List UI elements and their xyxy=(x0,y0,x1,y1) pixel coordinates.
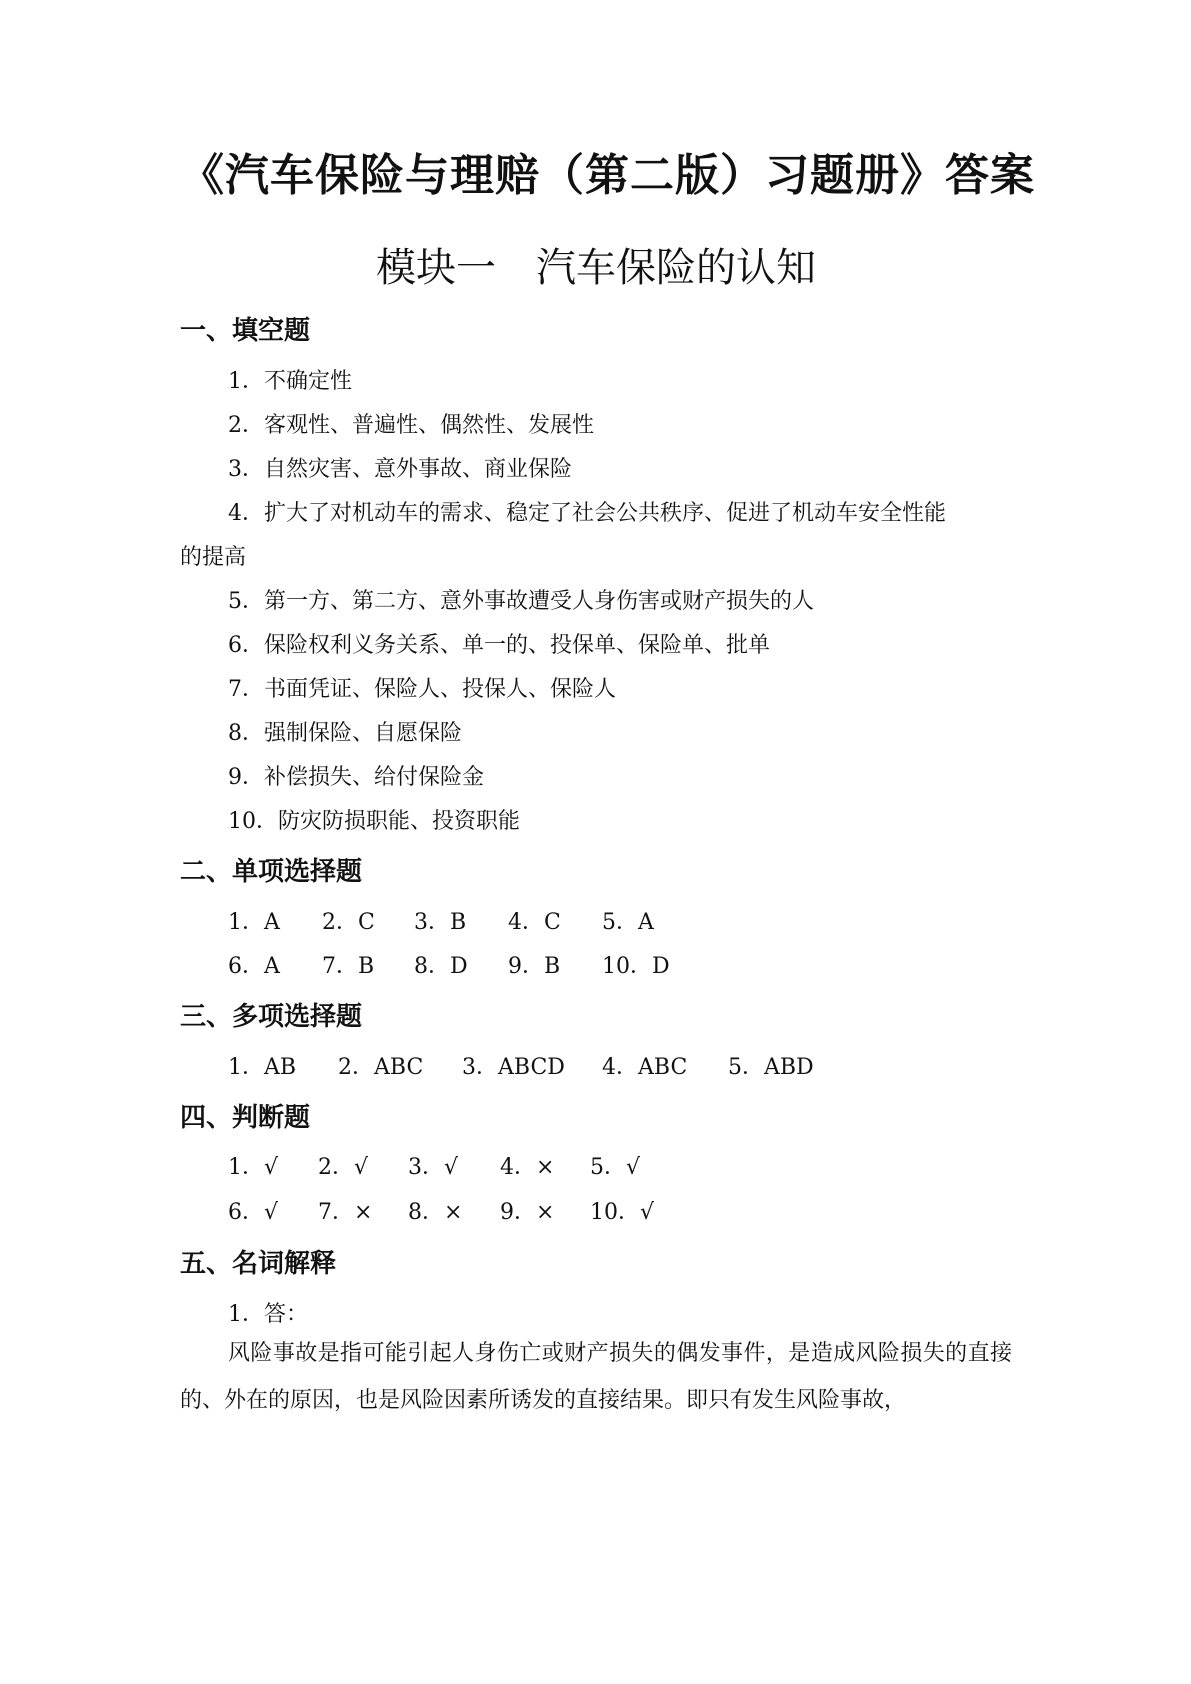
true-false-answer-10: 10．√ xyxy=(590,1200,655,1225)
single-choice-answer-2: 2．C xyxy=(322,910,375,935)
true-false-answer-9: 9．× xyxy=(500,1200,555,1225)
true-false-answer-6: 6．√ xyxy=(228,1200,279,1225)
fill-blank-item-9: 9．补偿损失、给付保险金 xyxy=(228,765,484,790)
fill-blank-item-7: 7．书面凭证、保险人、投保人、保险人 xyxy=(228,677,616,702)
single-choice-answer-1: 1．A xyxy=(228,910,280,935)
fill-blank-item-4: 4．扩大了对机动车的需求、稳定了社会公共秩序、促进了机动车安全性能 xyxy=(228,501,946,526)
single-choice-answer-7: 7．B xyxy=(322,954,375,979)
fill-blank-item-10: 10．防灾防损职能、投资职能 xyxy=(228,809,520,834)
true-false-answer-4: 4．× xyxy=(500,1155,555,1180)
module-title: 模块一 汽车保险的认知 xyxy=(376,245,816,291)
true-false-answer-7: 7．× xyxy=(318,1200,373,1225)
multiple-choice-answer-1: 1．AB xyxy=(228,1055,297,1080)
fill-blank-item-3: 3．自然灾害、意外事故、商业保险 xyxy=(228,457,572,482)
fill-blank-item-1: 1．不确定性 xyxy=(228,369,352,394)
multiple-choice-answer-3: 3．ABCD xyxy=(462,1055,565,1080)
section-heading-definitions: 五、名词解释 xyxy=(180,1249,337,1279)
fill-blank-item-6: 6．保险权利义务关系、单一的、投保单、保险单、批单 xyxy=(228,633,770,658)
fill-blank-item-2: 2．客观性、普遍性、偶然性、发展性 xyxy=(228,413,594,438)
true-false-answer-2: 2．√ xyxy=(318,1155,369,1180)
single-choice-answer-5: 5．A xyxy=(602,910,654,935)
definition-answer-label: 1．答： xyxy=(228,1302,308,1327)
fill-blank-item-5: 5．第一方、第二方、意外事故遭受人身伤害或财产损失的人 xyxy=(228,589,814,614)
definition-paragraph: 风险事故是指可能引起人身伤亡或财产损失的偶发事件，是造成风险损失的直接的、外在的原因，也是风险因素所诱发的直接结果。即只有发生风险事故， xyxy=(180,1341,1012,1413)
single-choice-answer-3: 3．B xyxy=(414,910,467,935)
multiple-choice-answer-4: 4．ABC xyxy=(602,1055,688,1080)
single-choice-answer-4: 4．C xyxy=(508,910,561,935)
true-false-answer-8: 8．× xyxy=(408,1200,463,1225)
true-false-answer-5: 5．√ xyxy=(590,1155,641,1180)
document-page xyxy=(180,0,1035,1684)
section-heading-fill-blank: 一、填空题 xyxy=(180,316,311,346)
true-false-answer-1: 1．√ xyxy=(228,1155,279,1180)
section-heading-true-false: 四、判断题 xyxy=(180,1103,311,1133)
single-choice-answer-8: 8．D xyxy=(414,954,468,979)
section-heading-multiple-choice: 三、多项选择题 xyxy=(180,1002,363,1032)
multiple-choice-answer-5: 5．ABD xyxy=(728,1055,814,1080)
single-choice-answer-10: 10．D xyxy=(602,954,670,979)
fill-blank-item-8: 8．强制保险、自愿保险 xyxy=(228,721,462,746)
section-heading-single-choice: 二、单项选择题 xyxy=(180,857,363,887)
document-title: 《汽车保险与理赔（第二版）习题册》答案 xyxy=(180,150,1035,201)
fill-blank-item-4-continuation: 的提高 xyxy=(180,545,247,570)
multiple-choice-answer-2: 2．ABC xyxy=(338,1055,424,1080)
single-choice-answer-9: 9．B xyxy=(508,954,561,979)
true-false-answer-3: 3．√ xyxy=(408,1155,459,1180)
single-choice-answer-6: 6．A xyxy=(228,954,280,979)
